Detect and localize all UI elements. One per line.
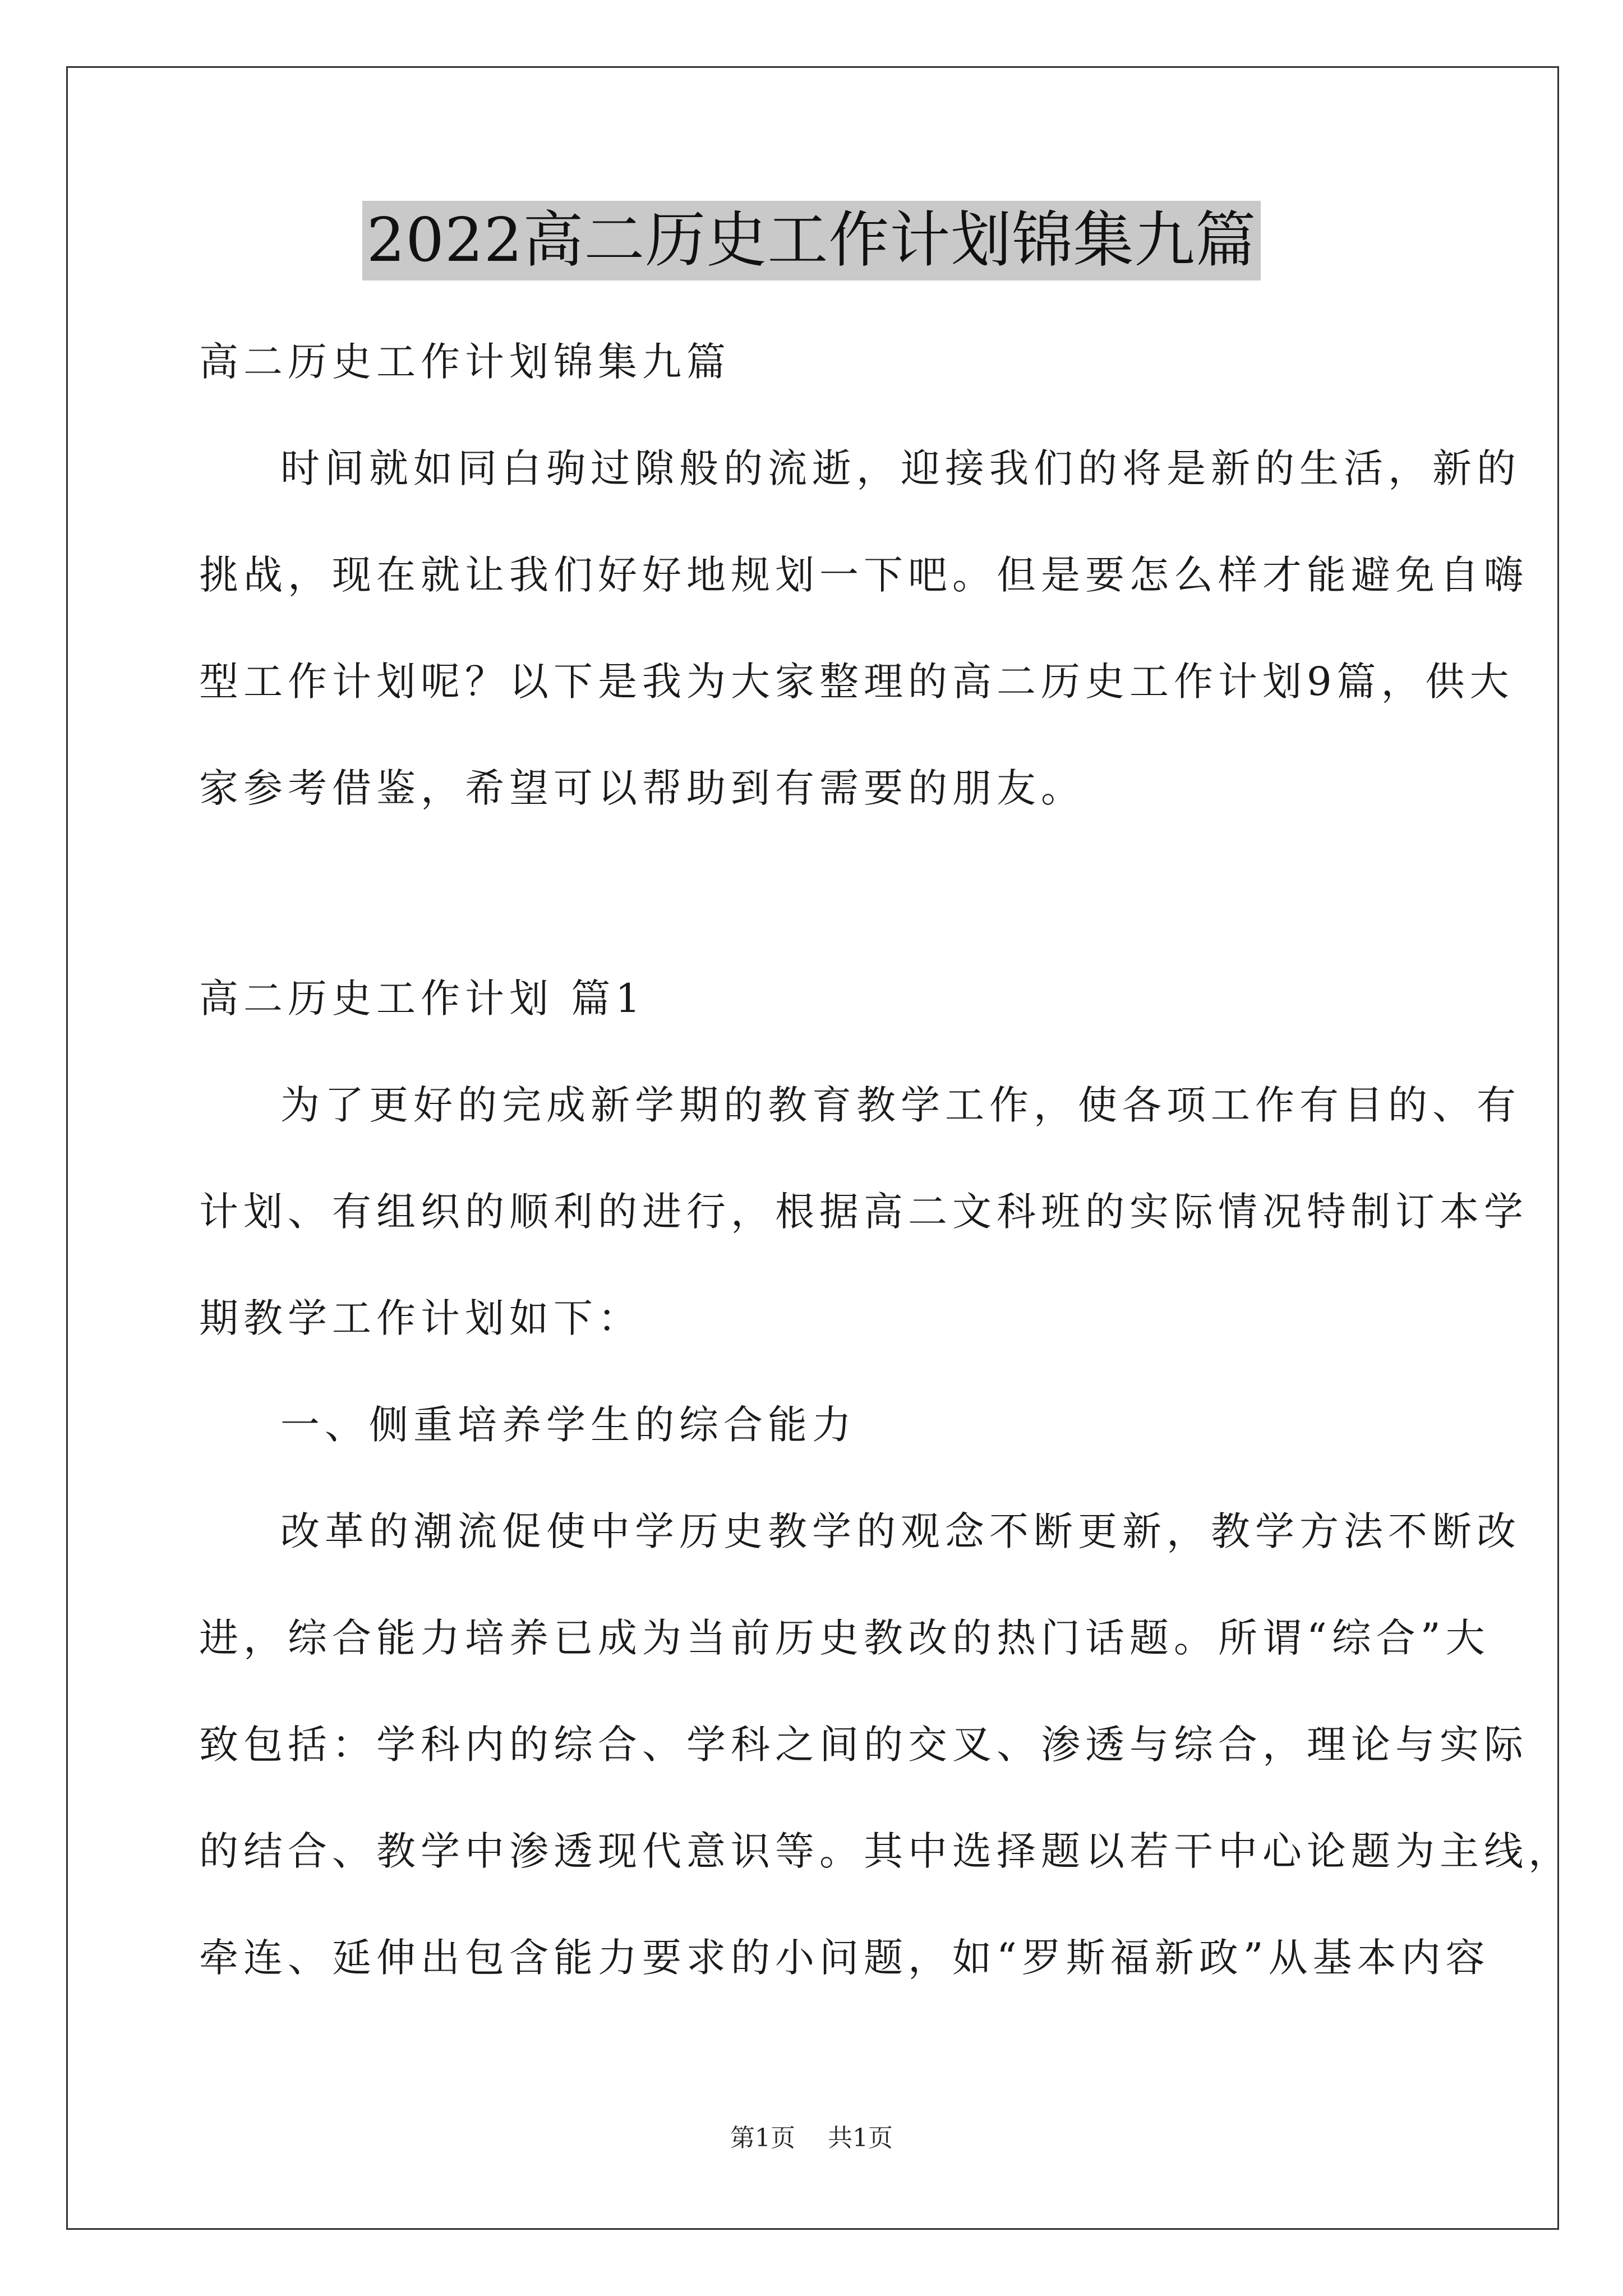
paragraph-line: 家参考借鉴，希望可以帮助到有需要的朋友。 xyxy=(199,765,1085,811)
paragraph-line: 型工作计划呢？以下是我为大家整理的高二历史工作计划9篇，供大 xyxy=(199,659,1514,705)
subsection-heading: 一、侧重培养学生的综合能力 xyxy=(280,1402,856,1448)
subtitle-line: 高二历史工作计划锦集九篇 xyxy=(199,339,731,385)
document-title: 2022高二历史工作计划锦集九篇 xyxy=(362,201,1261,280)
page-total: 共1页 xyxy=(828,2124,893,2152)
paragraph-line: 为了更好的完成新学期的教育教学工作，使各项工作有目的、有 xyxy=(280,1082,1521,1128)
paragraph-line: 的结合、教学中渗透现代意识等。其中选择题以若干中心论题为主线， xyxy=(199,1828,1573,1874)
paragraph-line: 计划、有组织的顺利的进行，根据高二文科班的实际情况特制订本学 xyxy=(199,1189,1528,1235)
paragraph-line: 牵连、延伸出包含能力要求的小问题，如“罗斯福新政”从基本内容 xyxy=(199,1935,1490,1981)
paragraph-line: 改革的潮流促使中学历史教学的观念不断更新，教学方法不断改 xyxy=(280,1508,1521,1554)
title-container xyxy=(0,201,1623,280)
paragraph-line: 期教学工作计划如下： xyxy=(199,1295,642,1341)
section-heading: 高二历史工作计划 篇1 xyxy=(199,976,645,1022)
paragraph-line: 致包括：学科内的综合、学科之间的交叉、渗透与综合，理论与实际 xyxy=(199,1722,1528,1768)
page-footer xyxy=(0,2122,1623,2155)
paragraph-line: 挑战，现在就让我们好好地规划一下吧。但是要怎么样才能避免自嗨 xyxy=(199,552,1528,598)
page-border xyxy=(66,66,1559,2230)
page-number: 第1页 xyxy=(730,2124,795,2152)
paragraph-line: 进，综合能力培养已成为当前历史教改的热门话题。所谓“综合”大 xyxy=(199,1615,1490,1661)
paragraph-line: 时间就如同白驹过隙般的流逝，迎接我们的将是新的生活，新的 xyxy=(280,445,1521,491)
